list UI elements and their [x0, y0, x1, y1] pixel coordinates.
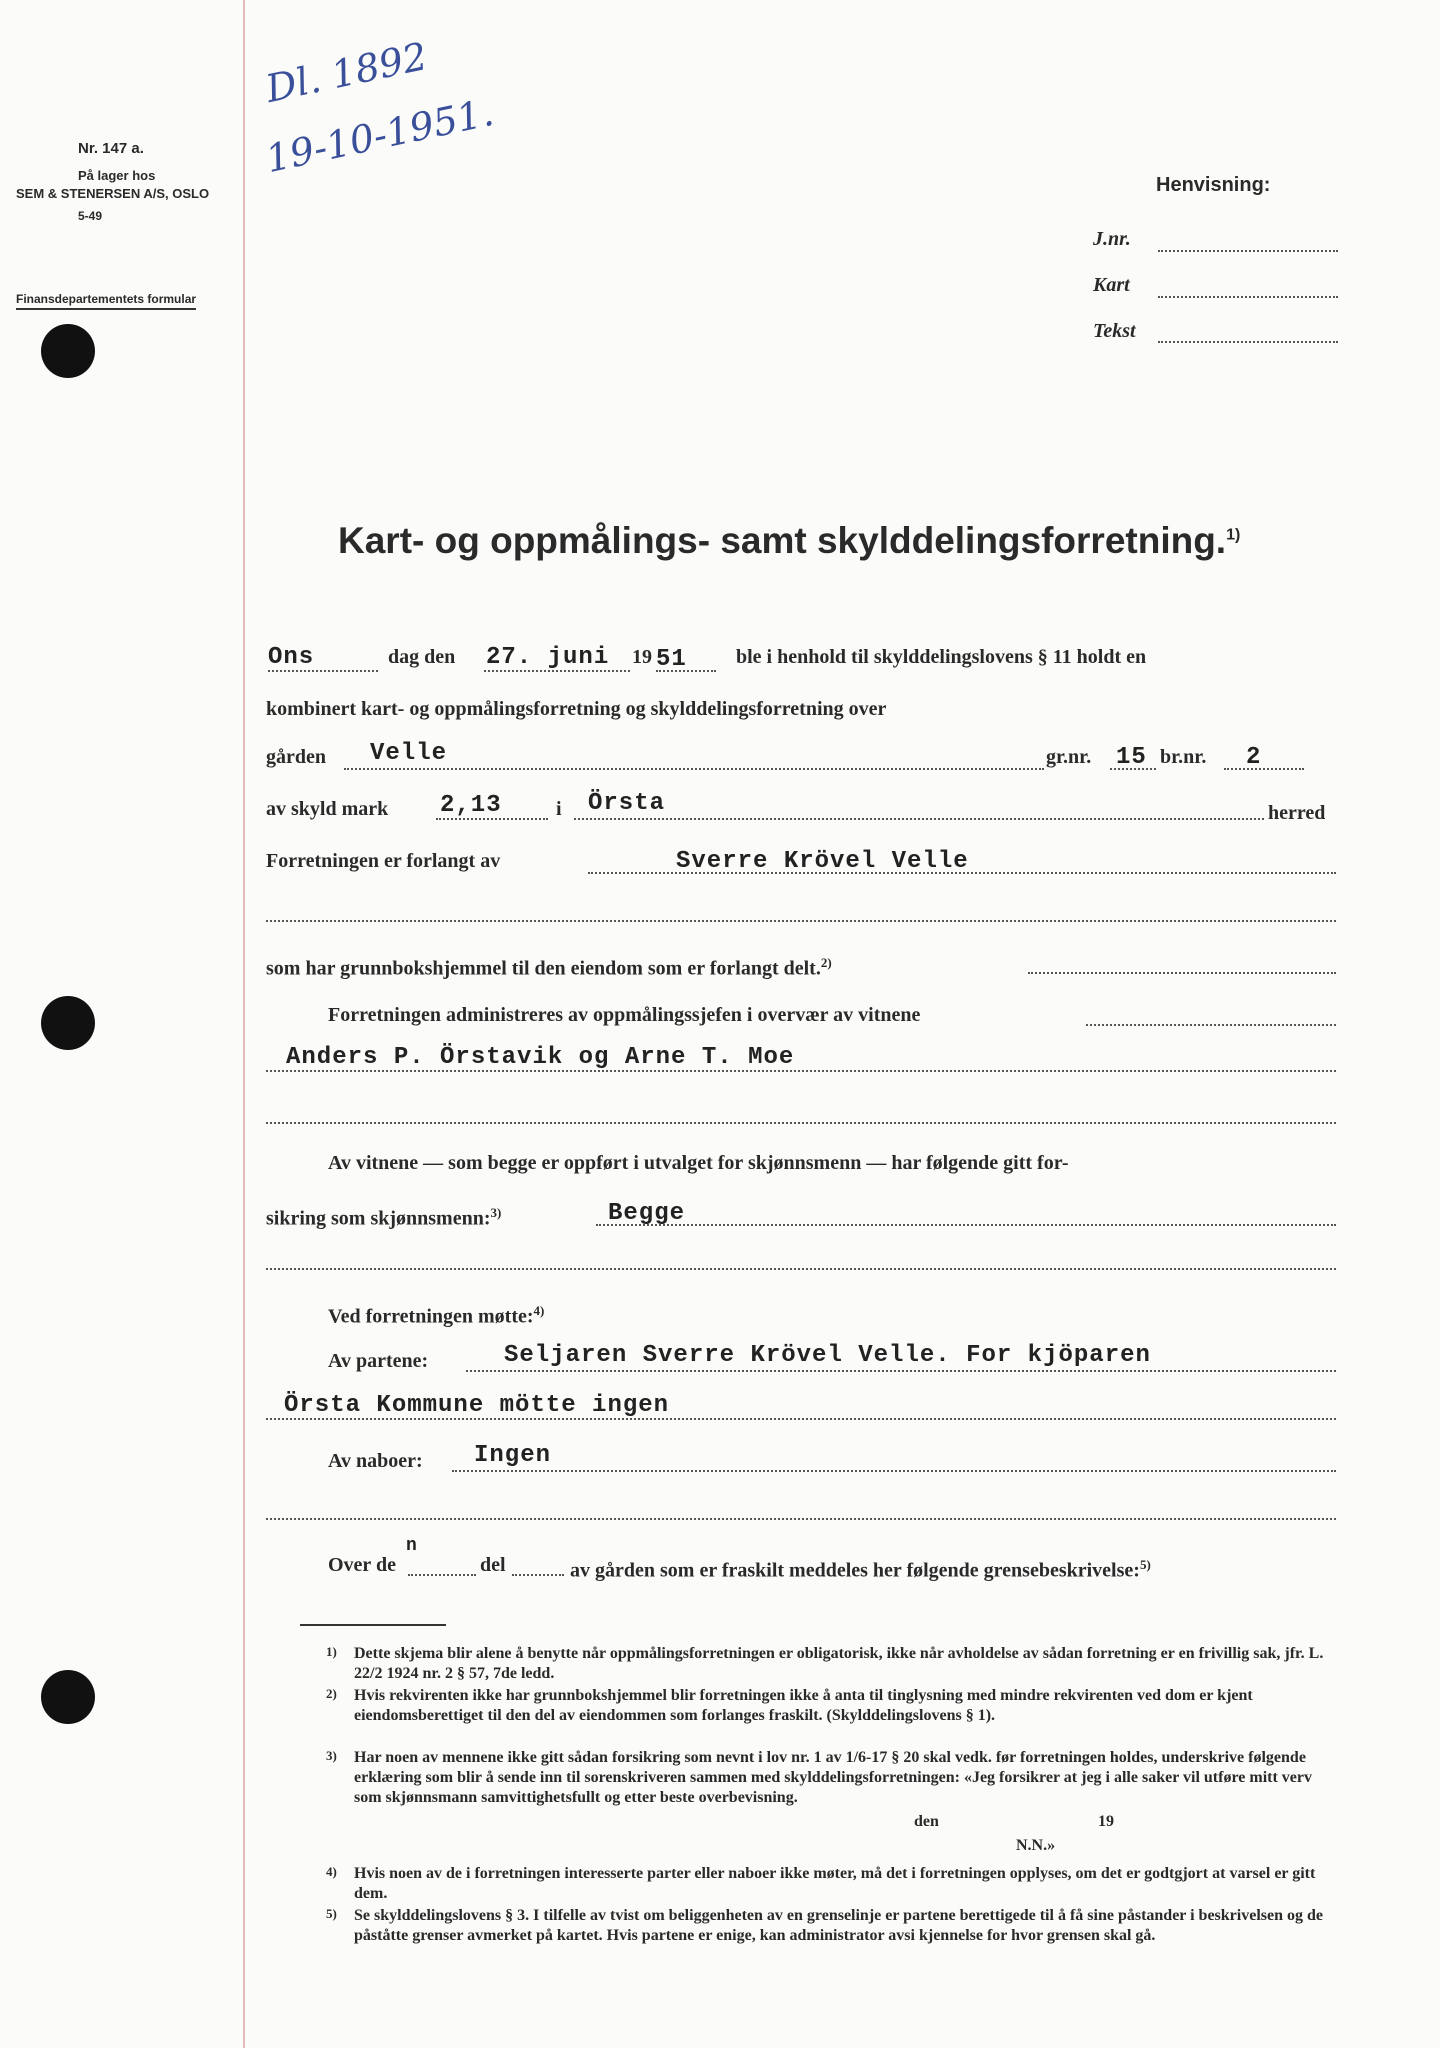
- grunnbok-text: [266, 950, 832, 982]
- footnote-separator: [300, 1624, 446, 1626]
- filled-over-hand: n: [406, 1536, 418, 1556]
- footnote-3-text: Har noen av mennene ikke gitt sådan forsikring som nevnt i lov nr. 1 av 1/6-17 § 20 skal vedk. før forretningen holdes, underskrive følgende erklæring som blir å sende inn til sorenskriveren sammen med skylddelingsforretningen: «Jeg forsikrer at jeg i alle saker vil utføre mitt verv som skjønnsmann samvittighetsfullt og etter beste overbevisning.: [354, 1749, 1313, 1806]
- herred-label: herred: [1268, 802, 1326, 824]
- form-number: Nr. 147 a.: [78, 140, 144, 157]
- reference-tekst-label: Tekst: [1093, 320, 1136, 342]
- filled-farm: Velle: [370, 740, 448, 767]
- reference-kart-line: [1158, 296, 1338, 298]
- vitnene-label: sikring som skjønnsmenn:: [266, 1207, 491, 1230]
- footnote-3-number: 3): [326, 1748, 337, 1763]
- footnote-2-text: Hvis rekvirenten ikke har grunnbokshjemmel blir forretningen ikke å anta til tinglysning med mindre rekvirenten ved dom er kjent eiendomsberettiget til den del av eiendommen som forlanges fraskilt. (Skylddelingslovens § 1).: [354, 1687, 1253, 1724]
- filled-weekday: Ons: [268, 644, 315, 671]
- over-del-label: del: [480, 1554, 506, 1576]
- binder-hole-middle: [41, 996, 95, 1050]
- grnr-label: gr.nr.: [1046, 746, 1092, 768]
- neighbours-line-2: [266, 1518, 1336, 1520]
- administreres-label: Forretningen administreres av oppmålingssjefen i overvær av vitnene: [328, 1004, 921, 1026]
- skyld-label: av skyld mark: [266, 798, 389, 820]
- title-text: Kart- og oppmålings- samt skylddelingsforretning.: [338, 520, 1227, 561]
- vitnene-line-1: Av vitnene — som begge er oppført i utvalget for skjønnsmenn — har følgende gitt for-: [328, 1152, 1069, 1174]
- farm-line: [344, 768, 1044, 770]
- over-rest-label: av gården som er fraskilt meddeles her følgende grensebeskrivelse:: [570, 1559, 1140, 1582]
- vitnene-line-2: [266, 1200, 501, 1232]
- filled-neighbours: Ingen: [474, 1442, 552, 1469]
- reference-tekst-line: [1158, 341, 1338, 343]
- stock-line-1: På lager hos: [78, 168, 156, 183]
- parties-line: [466, 1370, 1336, 1372]
- filled-brnr: 2: [1246, 744, 1262, 771]
- grnr-line: [1110, 768, 1156, 770]
- brnr-label: br.nr.: [1160, 746, 1207, 768]
- forlangt-label: Forretningen er forlangt av: [266, 850, 501, 872]
- handwritten-ref-date: 19-10-1951.: [262, 89, 498, 182]
- motte-text: [328, 1298, 544, 1330]
- motte-label: Ved forretningen møtte:: [328, 1305, 534, 1328]
- filled-herred: Örsta: [588, 790, 666, 817]
- year-prefix: 19: [632, 646, 652, 668]
- filled-witnesses: Anders P. Örstavik og Arne T. Moe: [286, 1044, 795, 1071]
- requester-line: [588, 872, 1336, 874]
- footnote-3-signer: N.N.»: [1016, 1837, 1056, 1854]
- filled-date: 27. juni: [486, 644, 610, 671]
- footnote-3-den: den: [914, 1813, 939, 1830]
- footnote-4-text: Hvis noen av de i forretningen interesserte parter eller naboer ikke møter, må det i forretningen opplyses, om det er godtgjort at varsel er gitt dem.: [354, 1865, 1316, 1902]
- over-footnote-ref: 5): [1139, 1557, 1151, 1572]
- motte-footnote-ref: 4): [533, 1303, 545, 1318]
- witnesses-line-2: [266, 1122, 1336, 1124]
- footnote-2-number: 2): [326, 1686, 337, 1701]
- filled-year: 51: [656, 646, 687, 673]
- stock-line-2: SEM & STENERSEN A/S, OSLO: [16, 186, 210, 201]
- binder-hole-bottom: [41, 1670, 95, 1724]
- dag-den-label: dag den: [388, 646, 456, 668]
- footnote-1-text: Dette skjema blir alene å benytte når oppmålingsforretningen er obligatorisk, ikke når avholdelse av sådan forretning er en frivillig sak, jfr. L. 22/2 1924 nr. 2 § 57, 7de ledd.: [354, 1645, 1324, 1682]
- footnote-3-year: 19: [1098, 1813, 1114, 1830]
- filled-skyld: 2,13: [440, 792, 502, 819]
- garden-label: gården: [266, 746, 326, 768]
- filled-assurance: Begge: [608, 1200, 686, 1227]
- filled-parties-line-1: Seljaren Sverre Krövel Velle. For kjöparen: [504, 1342, 1151, 1369]
- footnote-5-text: Se skylddelingslovens § 3. I tilfelle av tvist om beliggenheten av en grenselinje er partene berettigede til å få sine påstander i beskrivelsen og de påståtte grenser avmerket på kartet. Hvis partene er enige, kan administrator avsi kjennelse for hvor grensen skal gå.: [354, 1907, 1323, 1944]
- year-line: [656, 670, 716, 672]
- binder-hole-top: [41, 324, 95, 378]
- edition-code: 5-49: [78, 209, 103, 223]
- formular-label: Finansdepartementets formular: [16, 292, 196, 310]
- filled-requester: Sverre Krövel Velle: [676, 848, 969, 875]
- reference-title: Henvisning:: [1156, 174, 1271, 196]
- over-line-2: [512, 1574, 564, 1576]
- reference-jnr-label: J.nr.: [1093, 228, 1131, 250]
- grunnbok-label: som har grunnbokshjemmel til den eiendom som er forlangt delt.: [266, 957, 821, 980]
- vitnene-footnote-ref: 3): [490, 1205, 502, 1220]
- filled-parties-line-2: Örsta Kommune mötte ingen: [284, 1392, 670, 1419]
- grunnbok-line: [1028, 972, 1336, 974]
- assurance-line: [596, 1224, 1336, 1226]
- over-rest: [570, 1552, 1151, 1584]
- neighbours-line: [452, 1470, 1336, 1472]
- partene-label: Av partene:: [328, 1350, 429, 1372]
- date-line: [484, 670, 630, 672]
- administreres-line: [1086, 1024, 1336, 1026]
- reference-kart-label: Kart: [1093, 274, 1130, 296]
- assurance-line-2: [266, 1268, 1336, 1270]
- weekday-line: [268, 670, 378, 672]
- parties-line-2: [266, 1418, 1336, 1420]
- reference-jnr-line: [1158, 250, 1338, 252]
- skyld-line: [436, 818, 548, 820]
- over-line-1: [408, 1574, 476, 1576]
- form-line-1-rest: ble i henhold til skylddelingslovens § 11 holdt en: [736, 646, 1147, 668]
- handwritten-ref-number: Dl. 1892: [262, 34, 432, 112]
- form-line-2: kombinert kart- og oppmålingsforretning og skylddelingsforretning over: [266, 698, 887, 720]
- footnote-4-number: 4): [326, 1864, 337, 1879]
- page-title: [338, 520, 1240, 562]
- grunnbok-footnote-ref: 2): [820, 955, 832, 970]
- footnote-1-number: 1): [326, 1644, 337, 1659]
- naboer-label: Av naboer:: [328, 1450, 423, 1472]
- brnr-line: [1224, 768, 1304, 770]
- title-footnote-ref: 1): [1226, 526, 1241, 544]
- filled-grnr: 15: [1116, 744, 1147, 771]
- i-label: i: [556, 798, 562, 820]
- margin-line: [243, 0, 245, 2048]
- herred-line: [574, 818, 1264, 820]
- footnote-5-number: 5): [326, 1906, 337, 1921]
- over-label: Over de: [328, 1554, 396, 1576]
- requester-line-2: [266, 920, 1336, 922]
- witnesses-line: [266, 1070, 1336, 1072]
